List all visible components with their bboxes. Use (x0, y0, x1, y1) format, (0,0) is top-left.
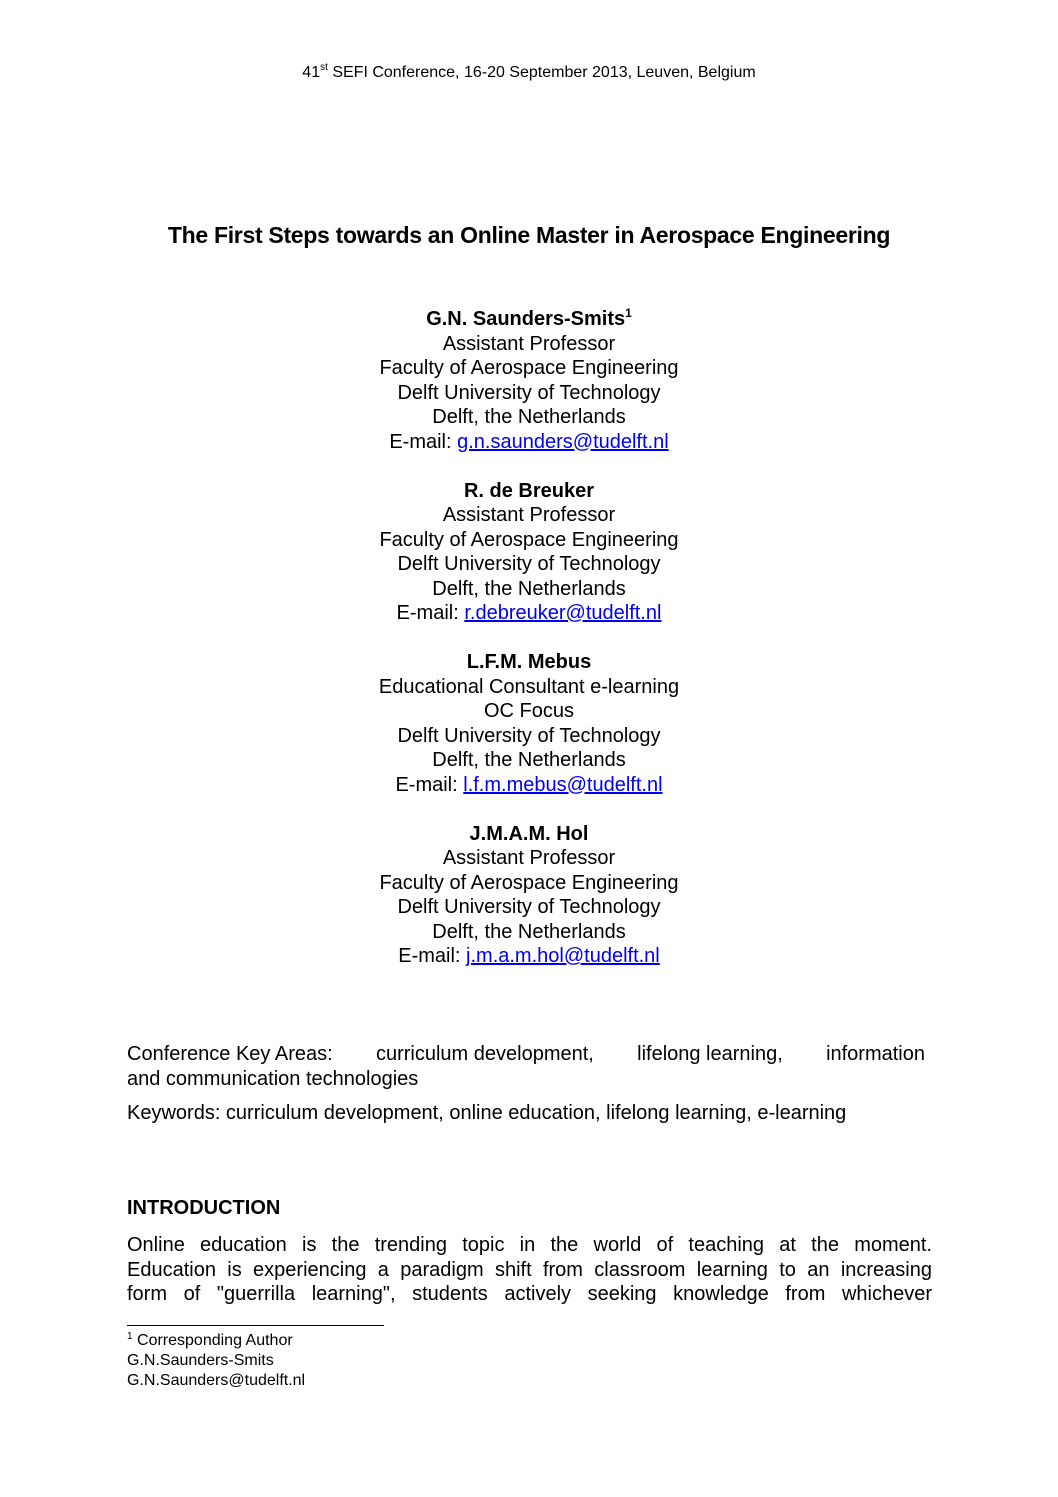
author-location: Delft, the Netherlands (432, 749, 626, 771)
author-2 (0, 479, 1058, 626)
email-link[interactable]: r.debreuker@tudelft.nl (464, 602, 662, 624)
author-name: R. de Breuker (463, 479, 595, 502)
author-location: Delft, the Netherlands (432, 406, 626, 428)
author-position: Assistant Professor (442, 847, 616, 869)
author-1 (0, 307, 1058, 454)
footnote-mark: 1 (127, 1331, 133, 1342)
author-email-line: E-mail: g.n.saunders@tudelft.nl (389, 430, 669, 453)
author-position: Assistant Professor (442, 504, 616, 526)
paragraph-line: form of "guerrilla learning", students actively seeking knowledge from whichever (127, 1283, 932, 1305)
paper-title: The First Steps towards an Online Master in Aerospace Engineering (167, 222, 891, 248)
footnote (127, 1331, 305, 1391)
email-link[interactable]: g.n.saunders@tudelft.nl (457, 430, 669, 453)
footnote-line: G.N.Saunders-Smits (127, 1352, 274, 1369)
author-faculty: Faculty of Aerospace Engineering (379, 528, 679, 551)
key-area-item: information (826, 1043, 925, 1065)
author-block (0, 307, 1058, 993)
key-area-item: curriculum development, (375, 1043, 594, 1065)
author-university: Delft University of Technology (397, 896, 661, 918)
author-name: L.F.M. Mebus (466, 651, 592, 673)
author-position: Educational Consultant e-learning (378, 675, 680, 698)
author-email-line: E-mail: j.m.a.m.hol@tudelft.nl (398, 945, 660, 967)
author-position: Assistant Professor (442, 332, 616, 355)
header-ordinal: 41 (302, 64, 321, 81)
author-university: Delft University of Technology (397, 724, 661, 747)
footnote-divider (127, 1325, 384, 1326)
author-faculty: Faculty of Aerospace Engineering (379, 357, 679, 379)
introduction-paragraph (127, 1233, 932, 1307)
footnote-line: $^1$ Corresponding Author (127, 1331, 293, 1349)
author-name: G.N. Saunders-Smits$^1$ (426, 306, 632, 330)
author-university: Delft University of Technology (397, 381, 661, 404)
author-name: J.M.A.M. Hol (469, 822, 589, 845)
author-email-line: E-mail: l.f.m.mebus@tudelft.nl (395, 773, 663, 796)
conference-key-areas (127, 1042, 925, 1091)
keywords: Keywords: curriculum development, online education, lifelong learning, e-learning (127, 1102, 847, 1124)
author-university: Delft University of Technology (397, 553, 661, 575)
key-areas-line-1 (127, 1042, 925, 1067)
author-location: Delft, the Netherlands (432, 577, 626, 600)
key-area-item: lifelong learning, (637, 1043, 783, 1065)
email-link[interactable]: j.m.a.m.hol@tudelft.nl (466, 945, 660, 967)
section-heading: INTRODUCTION (127, 1197, 281, 1219)
header-ordinal-suffix: st (320, 62, 328, 73)
footnote-line: G.N.Saunders@tudelft.nl (127, 1372, 306, 1389)
author-email-line: E-mail: r.debreuker@tudelft.nl (396, 602, 662, 624)
author-faculty: Faculty of Aerospace Engineering (379, 871, 679, 894)
author-4 (0, 822, 1058, 969)
key-areas-label: Conference Key Areas: (127, 1043, 333, 1065)
author-location: Delft, the Netherlands (432, 920, 626, 943)
key-areas-line-2: and communication technologies (127, 1067, 419, 1090)
author-department: OC Focus (483, 700, 575, 722)
email-link[interactable]: l.f.m.mebus@tudelft.nl (463, 773, 663, 796)
paragraph-line: Online education is the trending topic in the world of teaching at the moment. (127, 1234, 932, 1256)
paragraph-line: Education is experiencing a paradigm shift from classroom learning to an increasing (127, 1258, 932, 1281)
running-header (0, 64, 1058, 82)
header-text: SEFI Conference, 16-20 September 2013, Leuven, Belgium (327, 64, 756, 81)
footnote-mark[interactable]: 1 (625, 306, 632, 320)
author-3 (0, 650, 1058, 797)
